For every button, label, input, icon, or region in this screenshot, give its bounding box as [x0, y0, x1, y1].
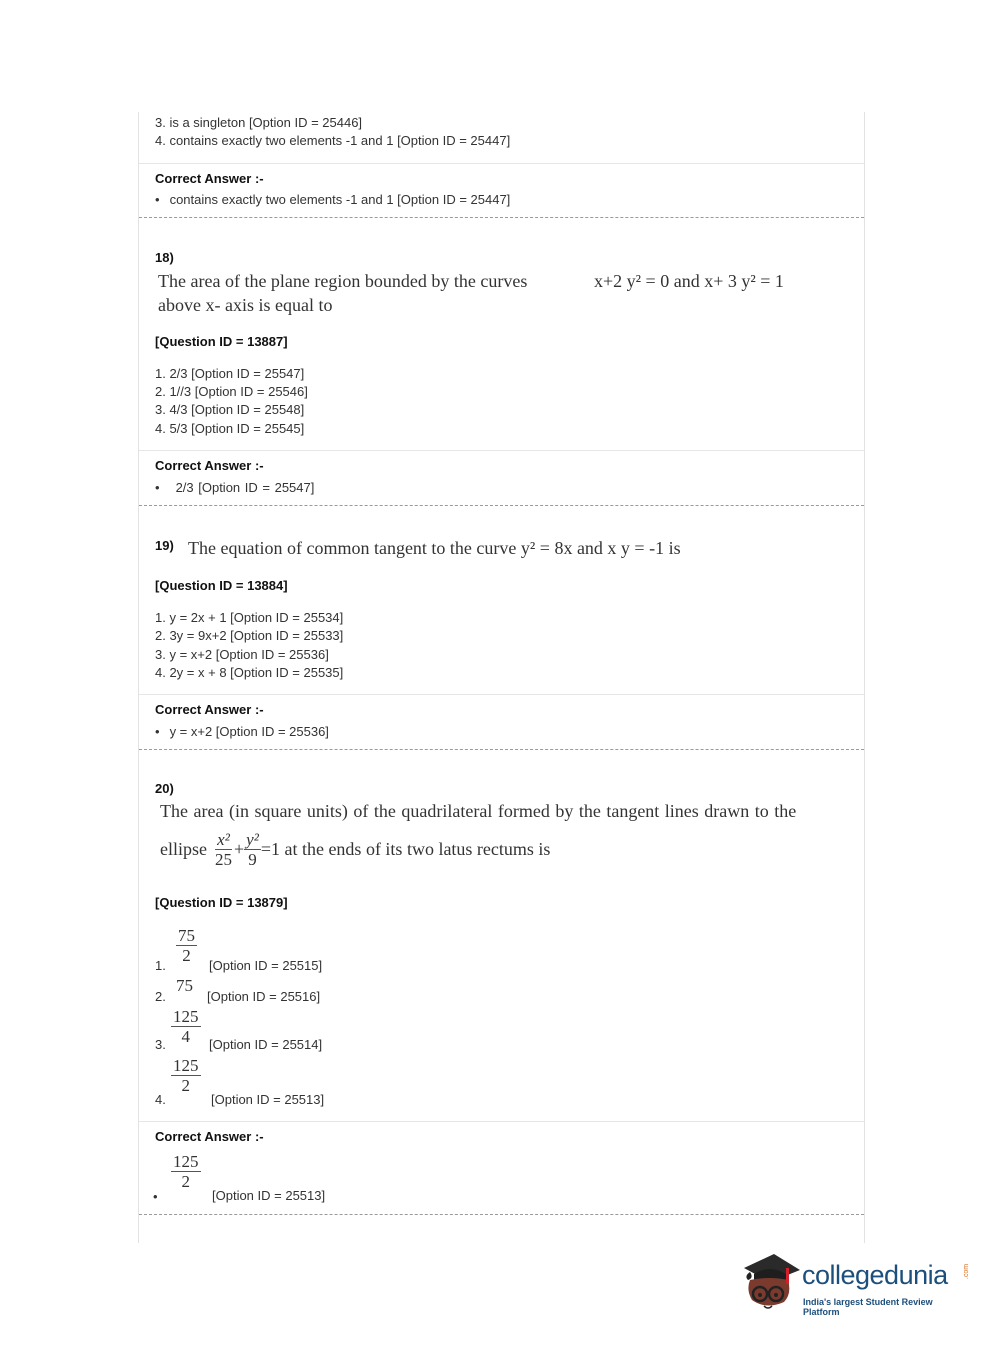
q18-equation: x+2 y² = 0 and x+ 3 y² = 1 [594, 271, 784, 291]
q20-option-1-label: [Option ID = 25515] [209, 958, 323, 973]
logo-com: .com [963, 1263, 971, 1280]
q20-option-4-fraction [171, 1056, 201, 1095]
q20-option-3-num: 125 [173, 1007, 199, 1026]
q20-option-3-index: 3. [155, 1037, 166, 1052]
q20-option-4-den: 2 [181, 1076, 190, 1095]
question-separator [139, 1214, 864, 1215]
q20-option-4-index: 4. [155, 1092, 166, 1107]
q18-option-3: 3. 4/3 [Option ID = 25548] [155, 402, 305, 417]
q20-answer-bullet: • [153, 1189, 158, 1204]
divider [139, 1121, 864, 1122]
divider [139, 694, 864, 695]
divider [139, 450, 864, 451]
q20-option-1-den: 2 [182, 946, 191, 965]
q20-fraction-x [213, 830, 234, 869]
q18-text-line1: The area of the plane region bounded by the curves [158, 271, 528, 291]
q19-text: The equation of common tangent to the curve y² = 8x and x y = -1 is [188, 538, 681, 558]
q17-answer: • contains exactly two elements -1 and 1 [Option ID = 25447] [155, 191, 510, 209]
question-separator [139, 505, 864, 506]
logo-title: collegedunia [802, 1260, 948, 1290]
mascot-icon [740, 1250, 802, 1316]
q20-option-2-value: 75 [176, 976, 193, 995]
q19-answer: • y = x+2 [Option ID = 25536] [155, 723, 329, 741]
q17-answer-heading: Correct Answer :- [155, 171, 264, 186]
q18-option-4: 4. 5/3 [Option ID = 25545] [155, 421, 305, 436]
q20-option-3-label: [Option ID = 25514] [209, 1037, 323, 1052]
question-separator [139, 217, 864, 218]
q20-option-1-fraction [176, 926, 197, 965]
q20-fraction-y-den: 9 [248, 850, 257, 869]
q18-question-id: [Question ID = 13887] [155, 334, 288, 349]
q17-option-4: 4. contains exactly two elements -1 and 1 [Option ID = 25447] [155, 133, 511, 148]
q20-plus: + [234, 839, 245, 859]
q19-number: 19) [155, 538, 174, 553]
q18-answer-heading: Correct Answer :- [155, 458, 264, 473]
q20-question-id: [Question ID = 13879] [155, 895, 288, 910]
q18-option-2: 2. 1//3 [Option ID = 25546] [155, 384, 308, 399]
q20-option-3-den: 4 [181, 1027, 190, 1046]
q20-text-line1: The area (in square units) of the quadrilateral formed by the tangent lines drawn to the [160, 801, 797, 821]
q20-option-1-num: 75 [178, 926, 195, 945]
q20-option-4-num: 125 [173, 1056, 199, 1075]
question-separator [139, 749, 864, 750]
q20-text-line2 [160, 830, 550, 869]
q18-answer [155, 479, 314, 497]
q20-option-2-label: [Option ID = 25516] [207, 989, 321, 1004]
q20-answer-num: 125 [173, 1152, 199, 1171]
q20-number: 20) [155, 781, 174, 796]
q20-ellipse-word: ellipse [160, 839, 207, 859]
q20-fraction-x-den: 25 [215, 850, 232, 869]
logo-tagline: India's largest Student Review Platform [803, 1297, 933, 1317]
q20-option-2-index: 2. [155, 989, 166, 1004]
q20-fraction-y-num: y² [246, 830, 259, 849]
q20-option-4-label: [Option ID = 25513] [211, 1092, 325, 1107]
q18-text-line2: above x- axis is equal to [158, 295, 333, 315]
q20-fraction-y [244, 830, 261, 869]
q17-option-3: 3. is a singleton [Option ID = 25446] [155, 115, 363, 130]
q20-fraction-x-num: x² [217, 830, 230, 849]
q18-answer-text: 2/3 [Option ID = 25547] [175, 480, 315, 495]
q19-option-1: 1. y = 2x + 1 [Option ID = 25534] [155, 610, 344, 625]
q20-answer-heading: Correct Answer :- [155, 1129, 264, 1144]
document-sheet [138, 112, 865, 1243]
q19-answer-heading: Correct Answer :- [155, 702, 264, 717]
q18-number: 18) [155, 250, 174, 265]
divider [139, 163, 864, 164]
q19-option-2: 2. 3y = 9x+2 [Option ID = 25533] [155, 628, 344, 643]
collegedunia-logo [740, 1250, 970, 1320]
q20-text-line2-rest: =1 at the ends of its two latus rectums is [260, 839, 551, 859]
q20-answer-label: [Option ID = 25513] [212, 1188, 326, 1203]
q20-answer-den: 2 [181, 1172, 190, 1191]
q19-question-id: [Question ID = 13884] [155, 578, 288, 593]
q20-answer-fraction [171, 1152, 201, 1191]
q19-option-4: 4. 2y = x + 8 [Option ID = 25535] [155, 665, 344, 680]
q20-option-1-index: 1. [155, 958, 166, 973]
q18-option-1: 1. 2/3 [Option ID = 25547] [155, 366, 305, 381]
q19-option-3: 3. y = x+2 [Option ID = 25536] [155, 647, 329, 662]
q20-option-3-fraction [171, 1007, 201, 1046]
